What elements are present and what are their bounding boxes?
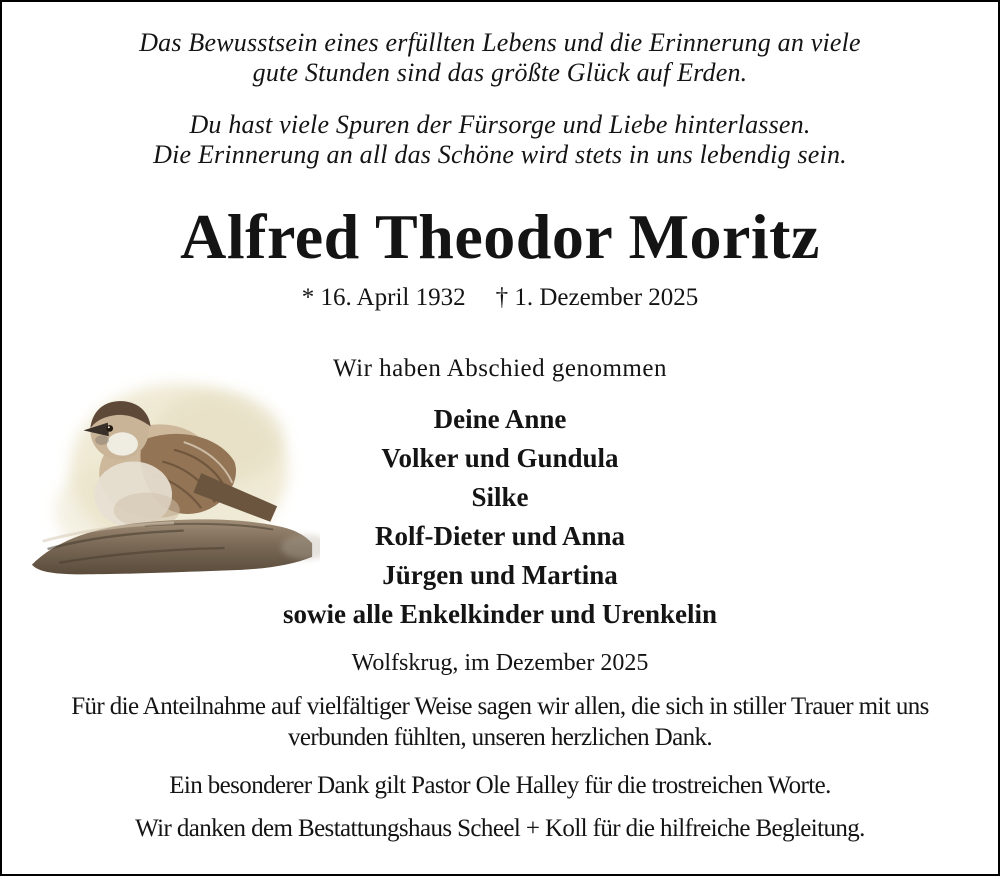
place-and-date: Wolfskrug, im Dezember 2025 (351, 650, 649, 676)
opening-verse-1 (2, 28, 998, 88)
farewell-intro: Wir haben Abschied genommen (333, 355, 667, 382)
mourner-line: sowie alle Enkelkinder und Urenkelin (282, 599, 718, 629)
mourner-line: Deine Anne (433, 404, 567, 434)
cheek (107, 432, 138, 455)
sparrow-illustration-svg (28, 372, 320, 586)
mourner-line: Volker und Gundula (381, 443, 619, 473)
verse-2-line-2: Die Erinnerung an all das Schöne wird stets in uns lebendig sein. (153, 140, 847, 169)
mourner-line: Rolf-Dieter und Anna (374, 521, 626, 551)
mourner-line: Jürgen und Martina (382, 560, 618, 590)
birth-date: * 16. April 1932 (301, 284, 466, 311)
verse-2-line-1: Du hast viele Spuren der Fürsorge und Liebe hinterlassen. (189, 110, 811, 139)
thanks-pastor: Ein besonderer Dank gilt Pastor Ole Halley für die trostreichen Worte. (169, 772, 831, 799)
life-dates (2, 282, 998, 314)
deceased-name: Alfred Theodor Moritz (180, 201, 820, 272)
verse-1-line-2: gute Stunden sind das größte Glück auf Erden. (252, 58, 748, 87)
thanks-condolences: Für die Anteilnahme auf vielfältiger Weise sagen wir allen, die sich in stiller Trauer mit uns verbunden fühlten, unseren herzlichen Dank. (71, 693, 929, 751)
sparrow-on-branch-illustration (28, 372, 320, 586)
mourner-line: Silke (471, 482, 529, 512)
opening-verse-2 (2, 110, 998, 170)
eye (106, 425, 113, 432)
verse-1-line-1: Das Bewusstsein eines erfüllten Lebens und die Erinnerung an viele (139, 28, 861, 57)
death-date: † 1. Dezember 2025 (495, 284, 699, 311)
thanks-funeral-home: Wir danken dem Bestattungshaus Scheel + Koll für die hilfreiche Begleitung. (135, 815, 865, 842)
